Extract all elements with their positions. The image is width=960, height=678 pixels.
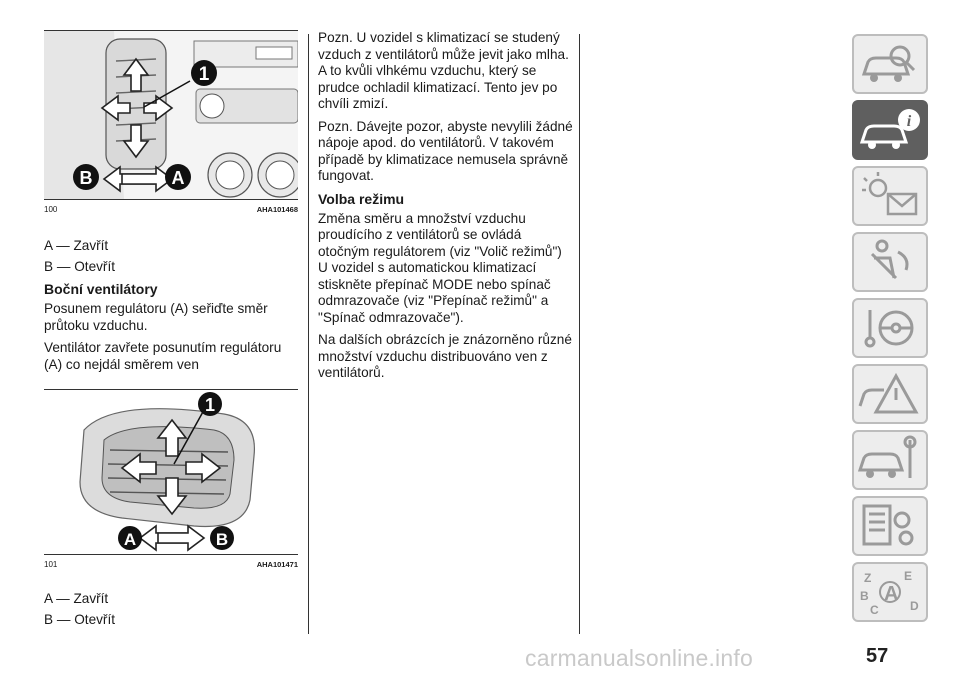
paragraph: Změna směru a množství vzduchu proudícího z ventilátorů se ovládá otočným regulátorem (viz "Volič režimů") U vozidel s automatickou klimatizací stiskněte přepínač MODE nebo spínač odmrazovače (viz "Přepínač režimů" a "Spínač odmrazovače").: [318, 210, 562, 325]
tab-in-an-emergency[interactable]: [852, 364, 928, 424]
tab-technical-specifications[interactable]: [852, 496, 928, 556]
legend-b-open: B — Otevřít: [44, 611, 116, 627]
figure-number: 101: [44, 559, 58, 569]
middle-column: [318, 30, 573, 382]
svg-text:A: A: [123, 530, 137, 549]
paragraph: Na dalších obrázcích je znázorněno různé množství vzduchu distribuováno ven z ventilátorů.: [318, 332, 572, 380]
tab-getting-to-know-car[interactable]: [852, 34, 928, 94]
svg-text:A: A: [171, 168, 185, 188]
svg-text:1: 1: [198, 64, 210, 85]
section-heading: Boční ventilátory: [44, 281, 158, 297]
legend-a-close: A — Zavřít: [44, 238, 109, 253]
legend-b-open: B — Otevřít: [44, 258, 116, 274]
figure-number: 100: [44, 204, 58, 214]
svg-text:A: A: [884, 583, 899, 605]
car-wrench-icon: [854, 432, 926, 488]
column-divider: [579, 34, 580, 634]
svg-text:Z: Z: [864, 571, 872, 585]
column-divider: [308, 34, 309, 634]
section-heading: Volba režimu: [318, 190, 405, 207]
legend-a-close: A — Zavřít: [44, 591, 109, 606]
seatbelt-airbag-icon: [854, 234, 926, 290]
side-vent-closeup-illustration: [44, 390, 298, 554]
tab-safety[interactable]: [852, 232, 928, 292]
paragraph: Ventilátor zavřete posunutím regulátoru (A) co nejdál směrem ven: [44, 340, 282, 372]
svg-text:B: B: [79, 168, 93, 188]
specifications-gears-icon: [854, 498, 926, 554]
svg-text:1: 1: [204, 395, 216, 415]
figure-100-caption: [44, 199, 298, 214]
alphabetical-index-icon: [854, 564, 926, 620]
car-info-icon: [854, 102, 926, 158]
page-number: 57: [866, 645, 889, 667]
tab-servicing-maintenance[interactable]: [852, 430, 928, 490]
svg-text:C: C: [870, 603, 879, 617]
figure-101-caption: [44, 554, 298, 569]
figure-101: [44, 389, 298, 569]
note: Pozn. Dávejte pozor, abyste nevylili žádné nápoje apod. do ventilátorů. V takovém případě by klimatizace nemusela správně fungovat.: [318, 118, 573, 183]
tab-index[interactable]: [852, 562, 928, 622]
car-breakdown-warning-icon: [854, 366, 926, 422]
svg-text:i: i: [906, 113, 912, 130]
figure-code: AHA101471: [256, 559, 298, 569]
tab-warning-lights[interactable]: [852, 166, 928, 226]
svg-text:E: E: [904, 569, 913, 583]
left-column: [44, 30, 298, 628]
paragraph: Posunem regulátoru (A) seřiďte směr průtoku vzduchu.: [44, 301, 268, 333]
note: Pozn. U vozidel s klimatizací se studený vzduch z ventilátorů může jevit jako mlha. A to kvůli vlhkému vzduchu, který se prudce ochladil klimatizací. Tento jev po chvíli zmizí.: [318, 30, 569, 111]
key-steering-wheel-icon: [854, 300, 926, 356]
figure-100: [44, 30, 298, 214]
figure-code: AHA101468: [256, 204, 298, 214]
tab-starting-driving[interactable]: [852, 298, 928, 358]
watermark: carmanualsonline.info: [525, 645, 753, 671]
tab-dashboard-controls[interactable]: [852, 100, 928, 160]
warning-light-message-icon: [854, 168, 926, 224]
side-vent-dashboard-illustration: [44, 31, 298, 199]
svg-text:D: D: [910, 599, 919, 613]
car-search-icon: [854, 36, 926, 92]
svg-text:B: B: [215, 530, 229, 549]
svg-text:B: B: [860, 589, 869, 603]
